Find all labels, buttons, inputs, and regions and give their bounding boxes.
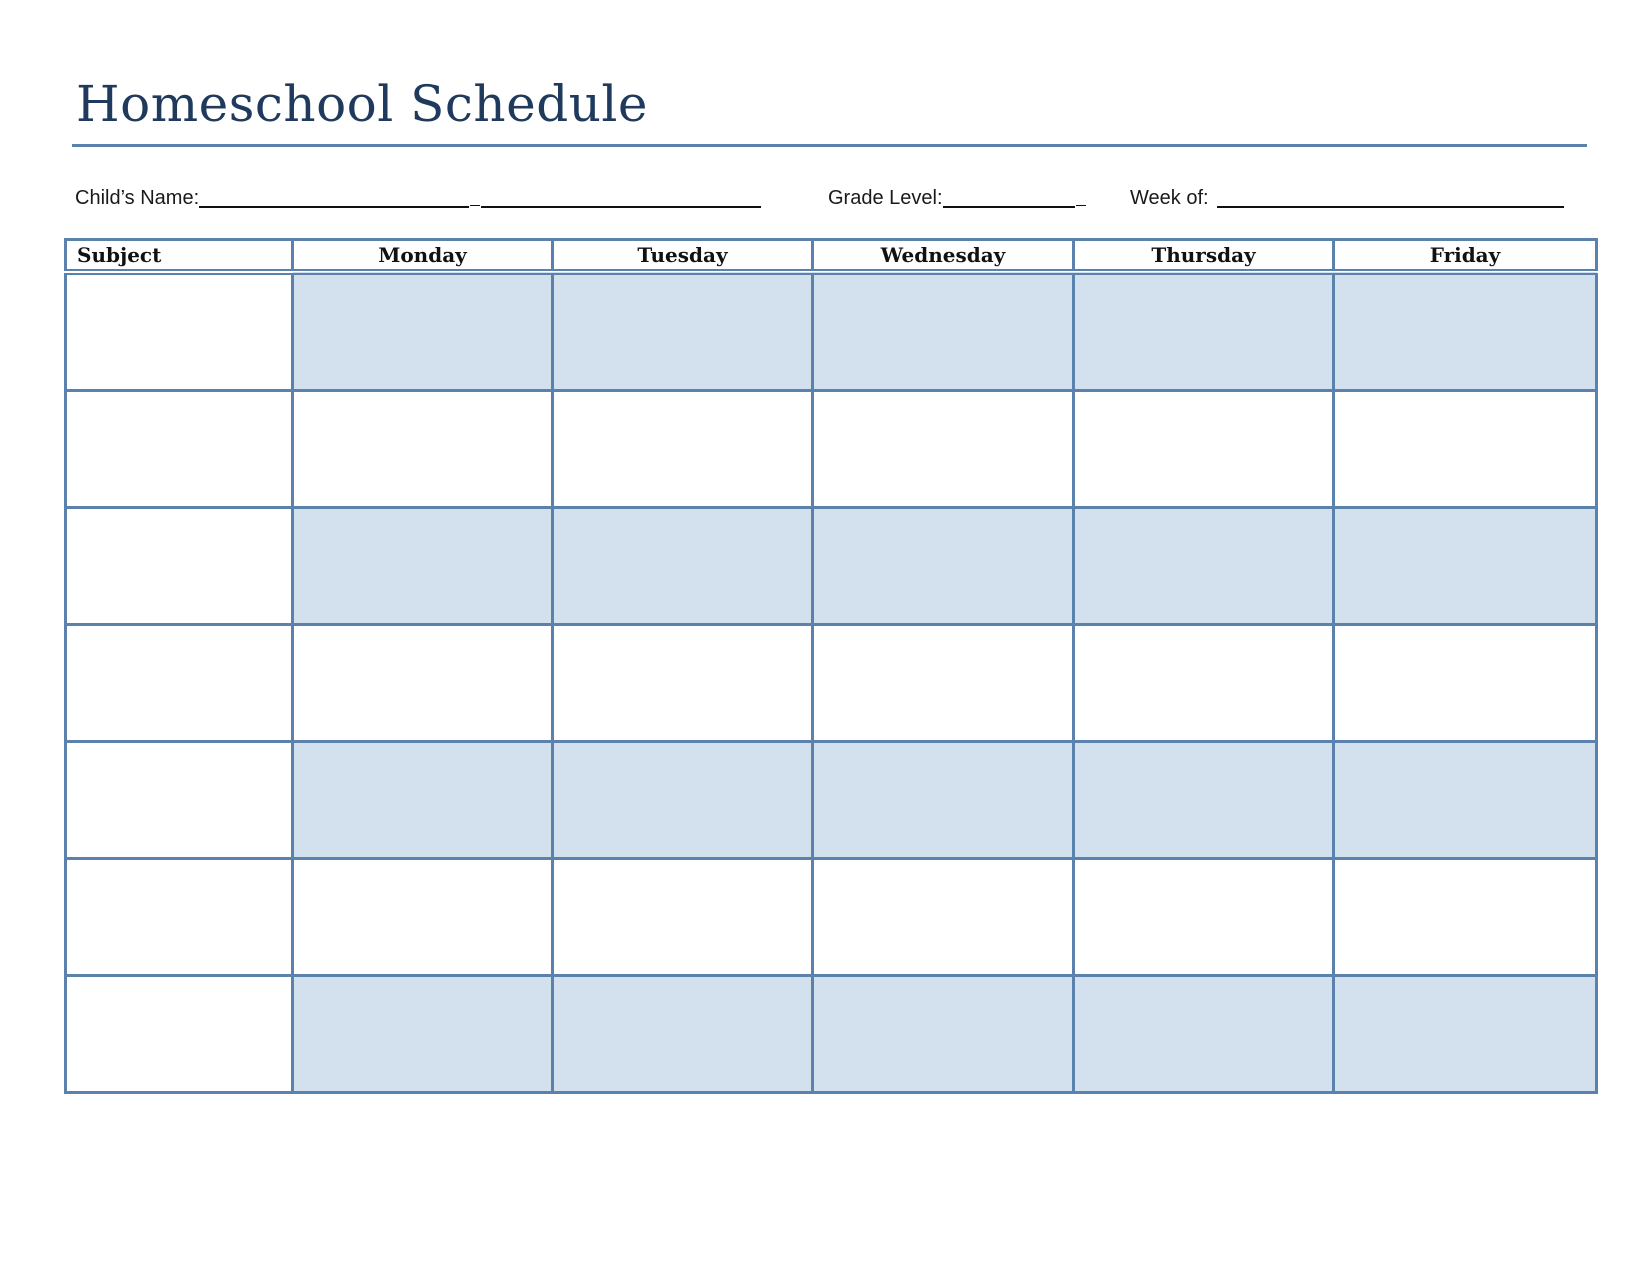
day-cell-wednesday[interactable]	[813, 742, 1074, 859]
day-cell-tuesday[interactable]	[553, 625, 813, 742]
day-cell-tuesday[interactable]	[553, 272, 813, 391]
day-cell-wednesday[interactable]	[813, 391, 1074, 508]
day-cell-monday[interactable]	[293, 508, 553, 625]
day-column-header: Friday	[1334, 240, 1597, 273]
day-cell-tuesday[interactable]	[553, 859, 813, 976]
header-row	[66, 240, 1597, 273]
subject-cell[interactable]	[66, 742, 293, 859]
day-cell-thursday[interactable]	[1074, 625, 1334, 742]
day-cell-monday[interactable]	[293, 742, 553, 859]
day-column-header: Thursday	[1074, 240, 1334, 273]
schedule-row	[66, 508, 1597, 625]
day-cell-friday[interactable]	[1334, 391, 1597, 508]
week-of-field[interactable]	[1217, 184, 1564, 208]
day-cell-friday[interactable]	[1334, 272, 1597, 391]
schedule-row	[66, 859, 1597, 976]
day-cell-wednesday[interactable]	[813, 625, 1074, 742]
day-cell-thursday[interactable]	[1074, 976, 1334, 1093]
day-cell-wednesday[interactable]	[813, 976, 1074, 1093]
day-column-header: Wednesday	[813, 240, 1074, 273]
day-cell-tuesday[interactable]	[553, 508, 813, 625]
subject-cell[interactable]	[66, 508, 293, 625]
child-name-field-extension[interactable]	[481, 184, 761, 208]
child-name-field-group	[75, 182, 761, 210]
day-cell-monday[interactable]	[293, 859, 553, 976]
day-cell-thursday[interactable]	[1074, 391, 1334, 508]
schedule-row	[66, 976, 1597, 1093]
day-cell-thursday[interactable]	[1074, 859, 1334, 976]
day-column-header: Monday	[293, 240, 553, 273]
grade-level-field-group	[828, 182, 1087, 210]
subject-cell[interactable]	[66, 976, 293, 1093]
day-cell-friday[interactable]	[1334, 508, 1597, 625]
grade-level-label: Grade Level:	[828, 187, 943, 209]
week-of-label: Week of:	[1130, 187, 1209, 209]
day-cell-friday[interactable]	[1334, 742, 1597, 859]
subject-cell[interactable]	[66, 391, 293, 508]
subject-cell[interactable]	[66, 272, 293, 391]
title-divider	[72, 144, 1587, 147]
schedule-body	[66, 272, 1597, 1093]
day-cell-monday[interactable]	[293, 272, 553, 391]
day-cell-tuesday[interactable]	[553, 976, 813, 1093]
child-name-label: Child’s Name:	[75, 187, 200, 209]
page-title: Homeschool Schedule	[76, 75, 648, 133]
subject-cell[interactable]	[66, 625, 293, 742]
day-cell-tuesday[interactable]	[553, 742, 813, 859]
day-cell-friday[interactable]	[1334, 859, 1597, 976]
subject-column-header: Subject	[66, 240, 293, 273]
schedule-row	[66, 391, 1597, 508]
day-cell-friday[interactable]	[1334, 976, 1597, 1093]
schedule-table	[64, 238, 1598, 1094]
day-cell-tuesday[interactable]	[553, 391, 813, 508]
day-cell-monday[interactable]	[293, 976, 553, 1093]
day-cell-thursday[interactable]	[1074, 508, 1334, 625]
day-cell-wednesday[interactable]	[813, 859, 1074, 976]
week-of-field-group	[1130, 182, 1564, 210]
day-cell-monday[interactable]	[293, 391, 553, 508]
day-cell-thursday[interactable]	[1074, 272, 1334, 391]
subject-cell[interactable]	[66, 859, 293, 976]
day-cell-wednesday[interactable]	[813, 508, 1074, 625]
day-cell-wednesday[interactable]	[813, 272, 1074, 391]
child-name-separator	[470, 185, 480, 206]
schedule-row	[66, 272, 1597, 391]
child-name-field[interactable]	[199, 184, 469, 208]
day-cell-monday[interactable]	[293, 625, 553, 742]
schedule-row	[66, 742, 1597, 859]
day-cell-thursday[interactable]	[1074, 742, 1334, 859]
schedule-row	[66, 625, 1597, 742]
grade-level-separator	[1076, 185, 1086, 206]
day-cell-friday[interactable]	[1334, 625, 1597, 742]
grade-level-field[interactable]	[943, 184, 1075, 208]
day-column-header: Tuesday	[553, 240, 813, 273]
